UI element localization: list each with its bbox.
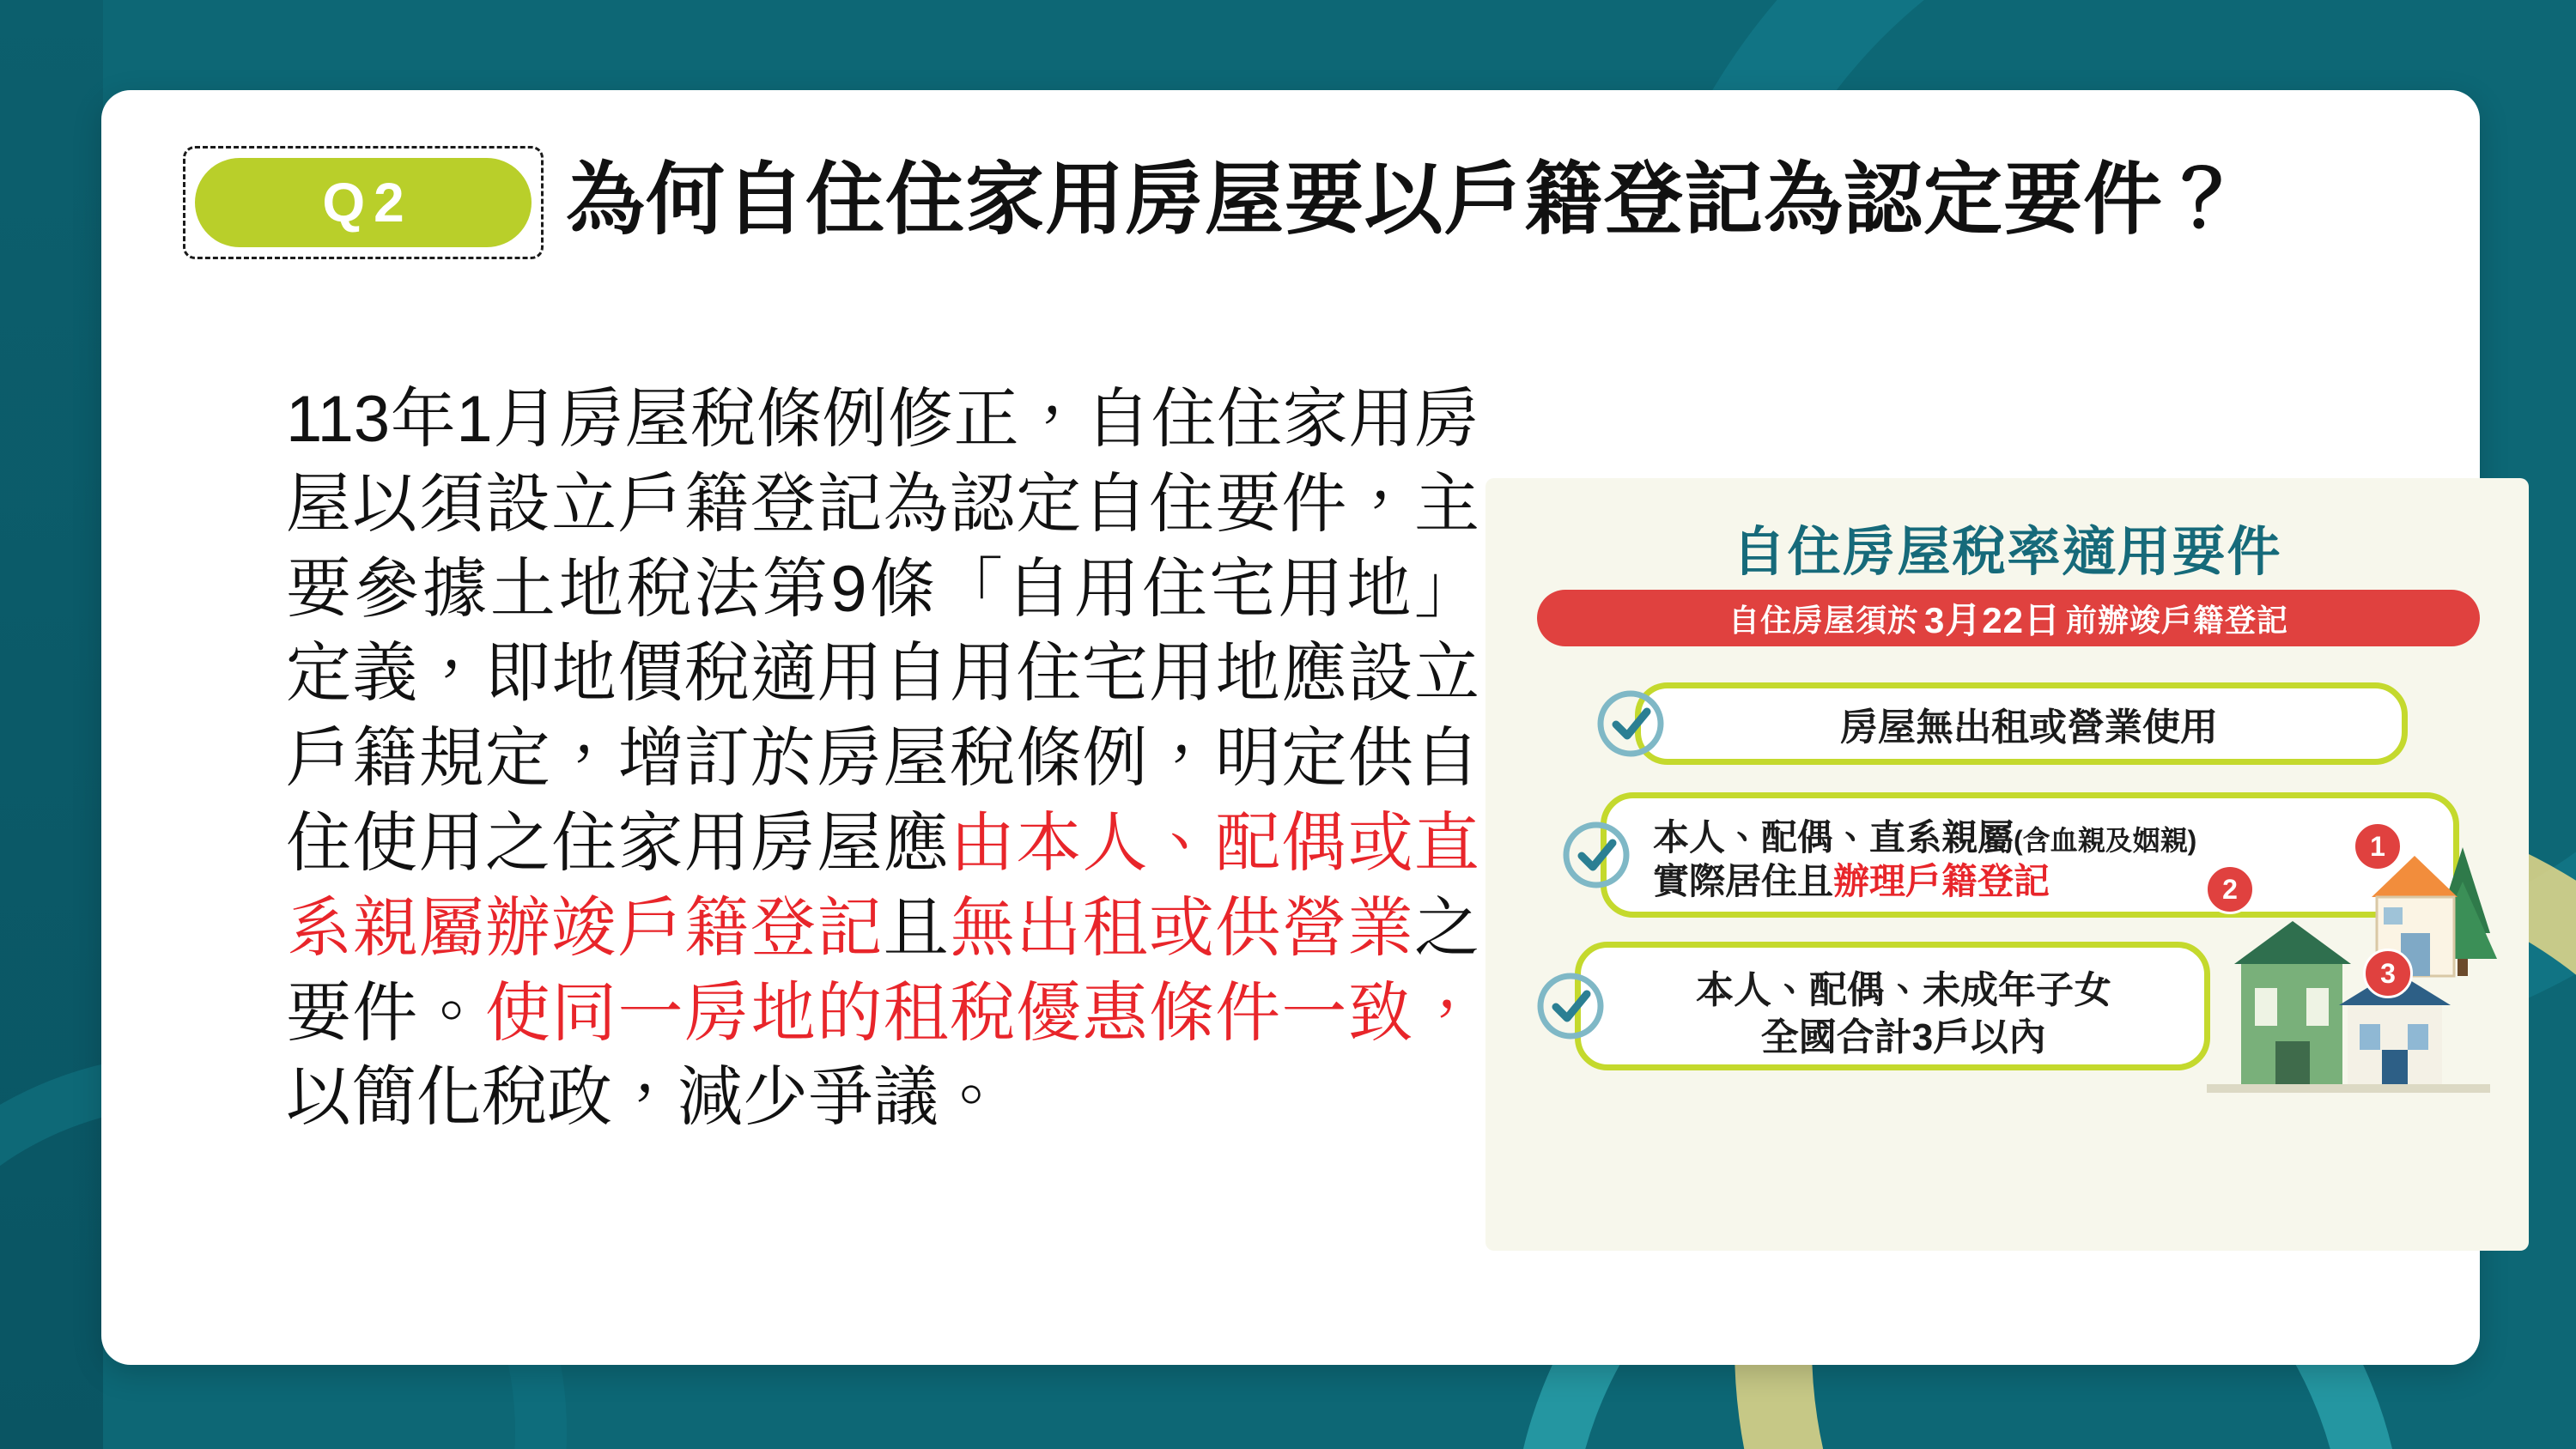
house-number-badge-3: 3 [2363,949,2413,998]
requirement-text-2-highlight: 辦理戶籍登記 [1833,861,2050,902]
content-card [101,90,2480,1365]
question-badge-label: Q2 [195,158,532,247]
requirement-item-1 [1595,682,2408,765]
question-badge [183,146,544,259]
requirement-text-1: 房屋無出租或營業使用 [1840,706,2218,749]
body-segment-4: 以簡化稅政，減少爭議。 [286,1061,1004,1135]
infographic-panel [1485,478,2529,1251]
body-highlight-3: 使同一房地的租稅優惠條件一致， [484,976,1480,1050]
body-segment-1: 113年1月房屋稅條例修正，自住住家用房屋以須設立戶籍登記為認定自住要件，主要參據土地稅法第9條「自用住宅用地」定義，即地價稅適用自用住宅用地應設立戶籍規定，增訂於房屋稅條例，明定供自住使用之住家用房屋應 [286,383,1479,880]
banner-prefix: 自住房屋須於 [1728,602,1919,638]
body-segment-2: 且 [883,891,950,965]
check-icon [1535,971,1606,1041]
check-icon [1595,688,1666,759]
header [183,146,2243,259]
house-number-badge-2: 2 [2205,864,2255,914]
requirement-text-2-line2: 實際居住且 [1653,861,1834,902]
requirement-pill-1 [1635,682,2408,765]
body-highlight-2: 無出租或供營業 [949,891,1415,965]
infographic-banner [1537,590,2480,646]
banner-date: 3月22日 [1923,600,2062,640]
requirement-item-3 [1535,942,2210,1070]
houses-illustration [2155,796,2516,1122]
requirement-text-3-line1: 本人、配偶、未成年子女 [1696,969,2111,1011]
requirement-text-2-line1: 本人、配偶、直系親屬 [1653,817,2014,858]
house-number-badge-1: 1 [2353,822,2403,871]
infographic-title: 自住房屋稅率適用要件 [1732,523,2282,582]
banner-suffix: 前辦竣戶籍登記 [2066,602,2289,638]
body-highlight-1: 由本人、配偶或直系親屬辦竣戶籍登記 [286,806,1480,965]
page-title: 為何自住住家用房屋要以戶籍登記為認定要件？ [566,156,2244,244]
check-icon [1561,820,1631,890]
body-paragraph [286,378,1479,1141]
requirement-text-3-line2: 全國合計3戶以內 [1760,1016,2047,1058]
requirement-pill-3 [1575,942,2210,1070]
body-segment-3: 之要件。 [286,891,1480,1050]
requirement-text-2-note: (含血親及姻親) [2014,825,2197,856]
